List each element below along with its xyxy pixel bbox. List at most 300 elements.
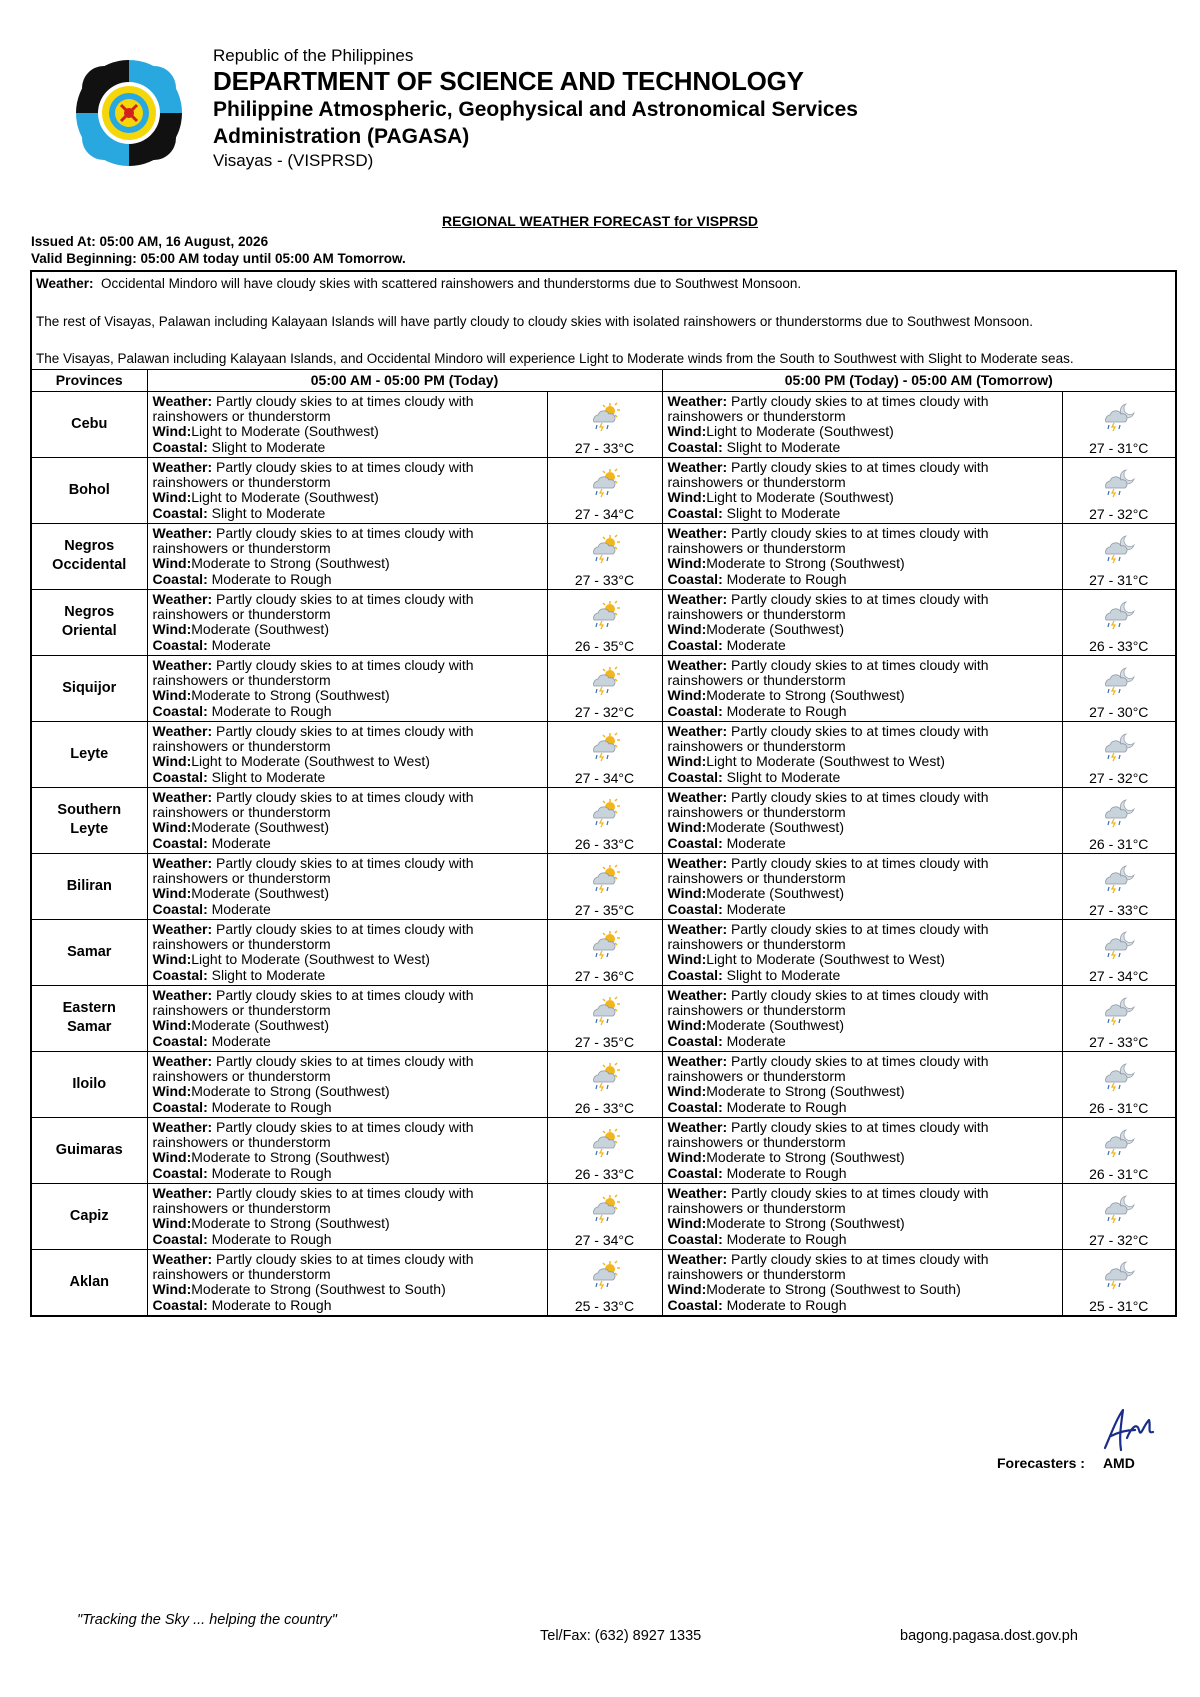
today-icon-temp [547,1051,662,1117]
forecast-tonight [662,721,1062,787]
forecast-tonight [662,655,1062,721]
today-temperature: 26 - 33°C [574,1165,635,1182]
wind-label: Wind: [152,687,192,704]
coastal-value: Moderate to Rough [726,1296,847,1313]
wind-label: Wind: [667,1281,707,1298]
partly-cloudy-sun-thunderstorm-icon [588,1194,622,1224]
synopsis-text-1: Occidental Mindoro will have cloudy skies with scattered rainshowers and thunderstorms due to Southwest Monsoon. [101,276,802,291]
wind-value: Moderate (Southwest) [191,1017,329,1034]
wind-label: Wind: [152,621,192,638]
wind-label: Wind: [152,753,192,770]
forecast-today [147,1183,547,1249]
synopsis-paragraph-3: The Visayas, Palawan including Kalayaan Islands, and Occidental Mindoro will experience Light to Moderate winds from the South to Southwest with Slight to Moderate seas. [36,351,1074,366]
province-name: Guimaras [32,1117,147,1183]
wind-value: Light to Moderate (Southwest) [706,489,894,506]
table-row [32,589,1175,655]
table-row [32,1183,1175,1249]
tonight-icon-temp [1062,1117,1175,1183]
weather-label: Weather: [667,1118,728,1135]
table-row [32,1249,1175,1315]
weather-value: Partly cloudy skies to at times cloudy with rainshowers or thunderstorm [667,656,989,688]
province-name: Capiz [32,1183,147,1249]
forecast-today [147,523,547,589]
today-icon-temp [547,391,662,457]
tonight-temperature: 27 - 30°C [1089,703,1149,720]
valid-period: Valid Beginning: 05:00 AM today until 05:00 AM Tomorrow. [31,251,406,266]
coastal-label: Coastal: [152,1032,208,1049]
tonight-icon-temp [1062,655,1175,721]
cloudy-moon-thunderstorm-icon [1102,666,1136,696]
forecast-tonight [662,985,1062,1051]
today-temperature: 27 - 35°C [574,901,635,918]
forecast-today [147,721,547,787]
tonight-icon-temp [1062,1051,1175,1117]
weather-value: Partly cloudy skies to at times cloudy with rainshowers or thunderstorm [152,392,474,424]
wind-label: Wind: [667,621,707,638]
table-row [32,1051,1175,1117]
wind-value: Light to Moderate (Southwest to West) [191,753,430,770]
weather-value: Partly cloudy skies to at times cloudy with rainshowers or thunderstorm [667,1184,989,1216]
today-temperature: 26 - 33°C [574,1099,635,1116]
wind-label: Wind: [152,1149,192,1166]
province-name: Aklan [32,1249,147,1315]
forecast-tonight [662,589,1062,655]
tonight-temperature: 25 - 31°C [1089,1298,1149,1314]
weather-label: Weather: [152,854,213,871]
wind-label: Wind: [152,1281,192,1298]
tagline: "Tracking the Sky ... helping the country" [77,1612,337,1628]
today-icon-temp [547,985,662,1051]
cloudy-moon-thunderstorm-icon [1102,1260,1136,1290]
weather-label: Weather: [667,1184,728,1201]
coastal-value: Moderate to Rough [211,1296,332,1313]
coastal-value: Moderate to Rough [211,702,332,719]
weather-value: Partly cloudy skies to at times cloudy with rainshowers or thunderstorm [667,458,989,490]
coastal-label: Coastal: [667,768,723,785]
weather-value: Partly cloudy skies to at times cloudy with rainshowers or thunderstorm [152,1184,474,1216]
cloudy-moon-thunderstorm-icon [1102,798,1136,828]
coastal-label: Coastal: [152,1296,208,1313]
province-name: Siquijor [32,655,147,721]
column-header-provinces: Provinces [32,370,147,392]
tonight-icon-temp [1062,457,1175,523]
coastal-label: Coastal: [667,1098,723,1115]
coastal-label: Coastal: [152,570,208,587]
forecast-today [147,457,547,523]
wind-value: Moderate to Strong (Southwest) [706,555,905,572]
partly-cloudy-sun-thunderstorm-icon [588,402,622,432]
coastal-value: Moderate to Rough [726,1098,847,1115]
forecast-tonight [662,457,1062,523]
tonight-temperature: 27 - 33°C [1089,901,1149,918]
weather-value: Partly cloudy skies to at times cloudy with rainshowers or thunderstorm [152,458,474,490]
coastal-value: Slight to Moderate [726,438,841,455]
province-name: Biliran [32,853,147,919]
region-name: Visayas - (VISPRSD) [213,151,374,170]
forecast-tonight [662,391,1062,457]
weather-value: Partly cloudy skies to at times cloudy with rainshowers or thunderstorm [667,1118,989,1150]
weather-value: Partly cloudy skies to at times cloudy with rainshowers or thunderstorm [667,854,989,886]
wind-value: Light to Moderate (Southwest) [706,423,894,440]
forecasters-line [997,1455,1135,1471]
weather-value: Partly cloudy skies to at times cloudy with rainshowers or thunderstorm [152,1118,474,1150]
today-icon-temp [547,721,662,787]
coastal-value: Slight to Moderate [726,768,841,785]
partly-cloudy-sun-thunderstorm-icon [588,468,622,498]
cloudy-moon-thunderstorm-icon [1102,930,1136,960]
province-name: Negros Occidental [32,523,147,589]
table-row [32,787,1175,853]
tonight-icon-temp [1062,787,1175,853]
coastal-value: Moderate to Rough [726,1230,847,1247]
forecast-today [147,655,547,721]
today-icon-temp [547,589,662,655]
province-name: Cebu [32,391,147,457]
table-row [32,523,1175,589]
wind-value: Moderate (Southwest) [706,621,844,638]
forecast-tonight [662,1249,1062,1315]
today-icon-temp [547,787,662,853]
coastal-label: Coastal: [667,1230,723,1247]
forecast-today [147,787,547,853]
weather-label: Weather: [152,458,213,475]
wind-value: Light to Moderate (Southwest to West) [191,951,430,968]
forecast-title: REGIONAL WEATHER FORECAST for VISPRSD [441,213,759,229]
wind-label: Wind: [152,885,192,902]
cloudy-moon-thunderstorm-icon [1102,996,1136,1026]
today-temperature: 26 - 33°C [574,835,635,852]
weather-label: Weather: [667,788,728,805]
forecast-today [147,1249,547,1315]
issued-at: Issued At: 05:00 AM, 16 August, 2026 [31,234,269,249]
department-name: DEPARTMENT OF SCIENCE AND TECHNOLOGY [213,66,804,96]
today-icon-temp [547,1117,662,1183]
coastal-label: Coastal: [152,834,208,851]
tonight-icon-temp [1062,1249,1175,1315]
wind-label: Wind: [152,555,192,572]
today-temperature: 25 - 33°C [574,1298,635,1314]
wind-value: Moderate to Strong (Southwest) [706,1083,905,1100]
partly-cloudy-sun-thunderstorm-icon [588,1260,622,1290]
cloudy-moon-thunderstorm-icon [1102,1128,1136,1158]
cloudy-moon-thunderstorm-icon [1102,600,1136,630]
tonight-temperature: 26 - 31°C [1089,1099,1149,1116]
today-temperature: 26 - 35°C [574,637,635,654]
wind-label: Wind: [152,489,192,506]
weather-value: Partly cloudy skies to at times cloudy with rainshowers or thunderstorm [152,656,474,688]
partly-cloudy-sun-thunderstorm-icon [588,798,622,828]
coastal-label: Coastal: [667,900,723,917]
forecast-tonight [662,1051,1062,1117]
weather-label: Weather: [667,722,728,739]
forecast-today [147,589,547,655]
coastal-label: Coastal: [152,900,208,917]
coastal-label: Coastal: [667,702,723,719]
wind-label: Wind: [152,951,192,968]
wind-label: Wind: [667,819,707,836]
weather-label: Weather: [667,656,728,673]
coastal-label: Coastal: [667,636,723,653]
weather-label: Weather: [152,1052,213,1069]
forecast-today [147,1051,547,1117]
partly-cloudy-sun-thunderstorm-icon [588,996,622,1026]
coastal-value: Slight to Moderate [211,966,326,983]
wind-value: Light to Moderate (Southwest) [191,489,379,506]
table-row [32,919,1175,985]
wind-label: Wind: [667,687,707,704]
wind-value: Light to Moderate (Southwest to West) [706,951,945,968]
weather-value: Partly cloudy skies to at times cloudy with rainshowers or thunderstorm [152,722,474,754]
cloudy-moon-thunderstorm-icon [1102,864,1136,894]
coastal-value: Slight to Moderate [726,966,841,983]
wind-label: Wind: [667,885,707,902]
wind-value: Moderate to Strong (Southwest) [191,687,390,704]
coastal-label: Coastal: [667,504,723,521]
coastal-value: Moderate [726,900,786,917]
wind-label: Wind: [667,1215,707,1232]
coastal-label: Coastal: [667,834,723,851]
weather-label: Weather: [667,986,728,1003]
wind-label: Wind: [667,489,707,506]
tonight-temperature: 27 - 31°C [1089,571,1149,588]
tonight-temperature: 27 - 32°C [1089,769,1149,786]
wind-label: Wind: [667,951,707,968]
coastal-value: Moderate [211,834,271,851]
wind-value: Moderate to Strong (Southwest) [191,555,390,572]
forecast-tonight [662,919,1062,985]
table-row [32,853,1175,919]
coastal-label: Coastal: [667,966,723,983]
partly-cloudy-sun-thunderstorm-icon [588,930,622,960]
coastal-value: Moderate to Rough [211,570,332,587]
signature-icon [1097,1404,1157,1456]
forecast-table [32,370,1175,1316]
weather-value: Partly cloudy skies to at times cloudy with rainshowers or thunderstorm [152,590,474,622]
coastal-value: Moderate to Rough [726,702,847,719]
forecast-tonight [662,1183,1062,1249]
forecast-today [147,1117,547,1183]
province-name: Negros Oriental [32,589,147,655]
wind-value: Light to Moderate (Southwest to West) [706,753,945,770]
weather-label: Weather: [667,1052,728,1069]
forecast-today [147,985,547,1051]
today-temperature: 27 - 33°C [574,571,635,588]
partly-cloudy-sun-thunderstorm-icon [588,732,622,762]
weather-value: Partly cloudy skies to at times cloudy with rainshowers or thunderstorm [152,788,474,820]
wind-value: Moderate (Southwest) [706,819,844,836]
wind-label: Wind: [152,1017,192,1034]
weather-label: Weather: [667,458,728,475]
tonight-temperature: 27 - 33°C [1089,1033,1149,1050]
province-name: Southern Leyte [32,787,147,853]
coastal-label: Coastal: [152,438,208,455]
today-icon-temp [547,919,662,985]
today-icon-temp [547,655,662,721]
coastal-label: Coastal: [152,1230,208,1247]
coastal-label: Coastal: [667,438,723,455]
tonight-temperature: 27 - 32°C [1089,1231,1149,1248]
wind-value: Moderate (Southwest) [191,621,329,638]
tonight-temperature: 27 - 31°C [1089,439,1149,456]
coastal-label: Coastal: [152,1164,208,1181]
forecast-today [147,391,547,457]
coastal-value: Moderate [726,1032,786,1049]
letterhead [213,46,858,171]
wind-value: Moderate to Strong (Southwest to South) [191,1281,446,1298]
tonight-icon-temp [1062,721,1175,787]
wind-label: Wind: [667,555,707,572]
weather-label: Weather: [152,392,213,409]
weather-synopsis [32,272,1175,370]
weather-label: Weather: [152,920,213,937]
weather-value: Partly cloudy skies to at times cloudy with rainshowers or thunderstorm [667,722,989,754]
coastal-value: Moderate [211,900,271,917]
forecast-box [30,270,1177,1317]
wind-value: Moderate to Strong (Southwest) [706,687,905,704]
weather-value: Partly cloudy skies to at times cloudy with rainshowers or thunderstorm [667,392,989,424]
agency-name-line1: Philippine Atmospheric, Geophysical and Astronomical Services [213,98,858,121]
agency-name-line2: Administration (PAGASA) [213,125,470,148]
table-row [32,985,1175,1051]
tonight-icon-temp [1062,391,1175,457]
today-temperature: 27 - 32°C [574,703,635,720]
forecast-tonight [662,787,1062,853]
coastal-label: Coastal: [152,702,208,719]
weather-value: Partly cloudy skies to at times cloudy with rainshowers or thunderstorm [152,1250,474,1282]
today-temperature: 27 - 36°C [574,967,635,984]
weather-value: Partly cloudy skies to at times cloudy with rainshowers or thunderstorm [152,854,474,886]
website: bagong.pagasa.dost.gov.ph [900,1628,1078,1644]
weather-value: Partly cloudy skies to at times cloudy with rainshowers or thunderstorm [667,986,989,1018]
synopsis-label: Weather: [36,276,94,291]
province-name: Bohol [32,457,147,523]
republic-line: Republic of the Philippines [213,46,414,65]
forecast-tonight [662,1117,1062,1183]
today-temperature: 27 - 33°C [574,439,635,456]
coastal-value: Moderate to Rough [211,1098,332,1115]
weather-label: Weather: [667,590,728,607]
weather-value: Partly cloudy skies to at times cloudy with rainshowers or thunderstorm [667,590,989,622]
wind-label: Wind: [152,423,192,440]
synopsis-paragraph-1 [36,275,1172,293]
coastal-value: Moderate [211,1032,271,1049]
coastal-value: Moderate to Rough [211,1164,332,1181]
wind-label: Wind: [667,423,707,440]
wind-label: Wind: [667,1149,707,1166]
wind-value: Moderate (Southwest) [191,819,329,836]
cloudy-moon-thunderstorm-icon [1102,732,1136,762]
wind-label: Wind: [667,753,707,770]
wind-value: Moderate to Strong (Southwest to South) [706,1281,961,1298]
weather-label: Weather: [667,1250,728,1267]
forecast-tonight [662,853,1062,919]
coastal-label: Coastal: [152,636,208,653]
province-name: Samar [32,919,147,985]
today-temperature: 27 - 34°C [574,769,635,786]
table-row [32,655,1175,721]
wind-label: Wind: [667,1083,707,1100]
table-header-row [32,370,1175,392]
column-header-today: 05:00 AM - 05:00 PM (Today) [147,370,662,392]
tonight-icon-temp [1062,1183,1175,1249]
table-body [32,391,1175,1315]
partly-cloudy-sun-thunderstorm-icon [588,1128,622,1158]
coastal-label: Coastal: [152,1098,208,1115]
weather-value: Partly cloudy skies to at times cloudy with rainshowers or thunderstorm [152,1052,474,1084]
weather-value: Partly cloudy skies to at times cloudy with rainshowers or thunderstorm [667,1052,989,1084]
tonight-temperature: 26 - 31°C [1089,1165,1149,1182]
forecasters-label: Forecasters : [997,1455,1085,1471]
coastal-value: Moderate to Rough [211,1230,332,1247]
tonight-temperature: 27 - 34°C [1089,967,1149,984]
coastal-label: Coastal: [667,570,723,587]
wind-value: Moderate to Strong (Southwest) [191,1149,390,1166]
cloudy-moon-thunderstorm-icon [1102,534,1136,564]
weather-label: Weather: [152,1184,213,1201]
table-row [32,721,1175,787]
coastal-value: Moderate to Rough [726,1164,847,1181]
wind-label: Wind: [667,1017,707,1034]
partly-cloudy-sun-thunderstorm-icon [588,1062,622,1092]
wind-label: Wind: [152,1215,192,1232]
table-row [32,1117,1175,1183]
coastal-label: Coastal: [152,504,208,521]
province-name: Eastern Samar [32,985,147,1051]
coastal-value: Slight to Moderate [726,504,841,521]
cloudy-moon-thunderstorm-icon [1102,1194,1136,1224]
coastal-value: Moderate [211,636,271,653]
tonight-temperature: 27 - 32°C [1089,505,1149,522]
coastal-label: Coastal: [667,1164,723,1181]
wind-value: Moderate to Strong (Southwest) [706,1215,905,1232]
today-temperature: 27 - 35°C [574,1033,635,1050]
telfax: Tel/Fax: (632) 8927 1335 [540,1628,702,1644]
weather-value: Partly cloudy skies to at times cloudy with rainshowers or thunderstorm [667,524,989,556]
coastal-value: Slight to Moderate [211,768,326,785]
weather-label: Weather: [152,590,213,607]
province-name: Iloilo [32,1051,147,1117]
weather-value: Partly cloudy skies to at times cloudy with rainshowers or thunderstorm [152,524,474,556]
coastal-label: Coastal: [667,1032,723,1049]
partly-cloudy-sun-thunderstorm-icon [588,600,622,630]
today-icon-temp [547,1183,662,1249]
forecast-today [147,853,547,919]
weather-label: Weather: [152,1250,213,1267]
coastal-label: Coastal: [152,966,208,983]
coastal-value: Moderate [726,636,786,653]
weather-label: Weather: [152,1118,213,1135]
wind-value: Moderate (Southwest) [706,1017,844,1034]
synopsis-paragraph-2: The rest of Visayas, Palawan including Kalayaan Islands will have partly cloudy to cloudy skies with isolated rainshowers or thunderstorms due to Southwest Monsoon. [36,313,1034,329]
partly-cloudy-sun-thunderstorm-icon [588,534,622,564]
forecast-today [147,919,547,985]
cloudy-moon-thunderstorm-icon [1102,468,1136,498]
tonight-icon-temp [1062,985,1175,1051]
wind-value: Light to Moderate (Southwest) [191,423,379,440]
weather-label: Weather: [667,920,728,937]
forecasters-initials: AMD [1102,1455,1135,1471]
weather-label: Weather: [152,656,213,673]
province-name: Leyte [32,721,147,787]
table-row [32,391,1175,457]
today-icon-temp [547,523,662,589]
weather-value: Partly cloudy skies to at times cloudy with rainshowers or thunderstorm [152,986,474,1018]
today-icon-temp [547,457,662,523]
coastal-label: Coastal: [667,1296,723,1313]
weather-value: Partly cloudy skies to at times cloudy with rainshowers or thunderstorm [667,788,989,820]
table-row [32,457,1175,523]
wind-value: Moderate (Southwest) [706,885,844,902]
